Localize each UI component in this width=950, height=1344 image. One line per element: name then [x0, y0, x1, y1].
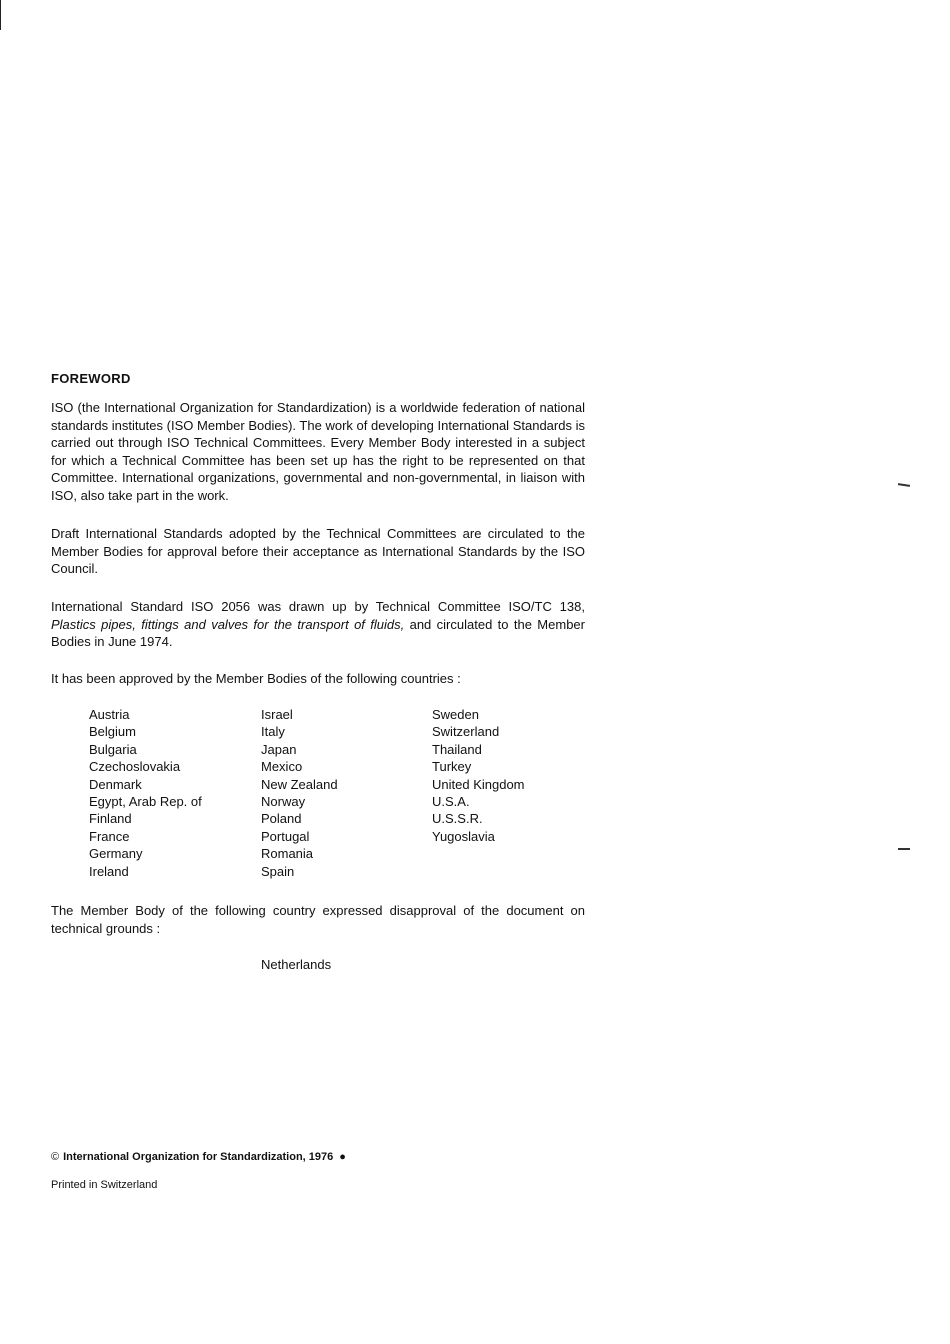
foreword-heading: FOREWORD — [51, 371, 131, 386]
paragraph-3-end: and circulated to the Member Bodies in June 1974. — [51, 616, 585, 650]
country-name: New Zealand — [261, 776, 338, 792]
country-name: Thailand — [432, 741, 482, 757]
country-name: Turkey — [432, 759, 472, 775]
country-name: Ireland — [89, 863, 129, 879]
countries-column-2 — [261, 706, 338, 880]
country-name: Spain — [261, 863, 295, 879]
country-name: United Kingdom — [432, 776, 525, 792]
country-name: Switzerland — [432, 724, 500, 740]
paragraph-3-intro: International Standard ISO 2056 was drawn up by Technical Committee ISO/TC 138, — [51, 599, 585, 614]
approval-intro: It has been approved by the Member Bodies of the following countries : — [51, 671, 461, 686]
country-name: Bulgaria — [89, 741, 137, 757]
country-name: Czechoslovakia — [89, 759, 181, 775]
country-name: Germany — [89, 846, 143, 862]
disapproval-country: Netherlands — [261, 957, 332, 972]
country-name: France — [89, 828, 130, 844]
country-name: Norway — [261, 794, 306, 810]
country-name: Mexico — [261, 759, 303, 775]
margin-mark — [898, 483, 910, 486]
margin-mark — [898, 848, 910, 850]
foreword-paragraph-2: Draft International Standards adopted by the Technical Committees are circulated to the Member Bodies for approval before their acceptance as International Standards by the ISO Council. — [51, 526, 585, 577]
country-name: Austria — [89, 707, 130, 722]
foreword-paragraph-3 — [51, 598, 585, 651]
country-name: Finland — [89, 811, 132, 827]
printed-location: Printed in Switzerland — [51, 1179, 158, 1191]
countries-column-3 — [432, 706, 525, 845]
country-name: Poland — [261, 811, 302, 827]
country-name: U.S.S.R. — [432, 811, 483, 827]
country-name: Egypt, Arab Rep. of — [89, 794, 202, 810]
copyright-text: International Organization for Standardization, 1976 — [63, 1151, 334, 1163]
country-name: Italy — [261, 724, 285, 740]
country-name: Israel — [261, 707, 293, 722]
country-name: Denmark — [89, 776, 142, 792]
page-edge-mark — [0, 0, 1, 30]
countries-column-1 — [89, 706, 202, 880]
foreword-paragraph-1: ISO (the International Organization for Standardization) is a worldwide federation of national standards institutes (ISO Member Bodies). The work of developing International Standards is carried out through ISO Technical Committees. Every Member Body interested in a subject for which a Technical Committee has been set up has the right to be represented on that Committee. International organizations, governmental and non-governmental, in liaison with ISO, also take part in the work. — [51, 400, 585, 503]
country-name: Portugal — [261, 828, 310, 844]
copyright-symbol: © — [51, 1151, 60, 1163]
country-name: Yugoslavia — [432, 828, 495, 844]
country-name: Japan — [261, 741, 297, 757]
copyright-line — [51, 1151, 346, 1163]
country-name: U.S.A. — [432, 794, 470, 810]
disapproval-intro: The Member Body of the following country expressed disapproval of the document on technical grounds : — [51, 903, 585, 936]
country-name: Belgium — [89, 724, 136, 740]
bullet-icon: ● — [339, 1151, 346, 1163]
country-name: Sweden — [432, 707, 479, 722]
committee-title: Plastics pipes, fittings and valves for the transport of fluids, — [51, 616, 405, 632]
country-name: Romania — [261, 846, 314, 862]
